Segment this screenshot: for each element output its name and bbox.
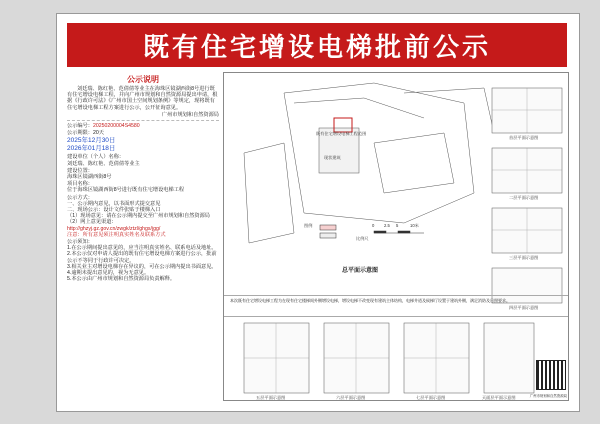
rule-item: 4.逾期未提出意见的，视为无意见。	[67, 270, 150, 277]
project-value: 位于海珠区镜湖西街8号进行既有住宅增设电梯工程	[67, 187, 185, 194]
notice-heading: 公示说明	[127, 75, 159, 84]
rules-heading: 公示须知：	[67, 239, 93, 246]
scale-tick: 10米	[410, 223, 419, 228]
scale-tick: 0	[372, 223, 375, 228]
method-item: （1）现场意见：请在公示期内提交至广州市规划和自然资源局	[67, 213, 210, 220]
applicant-row	[67, 154, 219, 166]
end-date: 2026年01月18日	[67, 145, 116, 153]
scale-tick: 5	[396, 223, 399, 228]
rule-item: 3.相关业主对增设电梯存在异议的，可在公示期内提出书面意见。	[67, 263, 217, 270]
notice-sheet	[56, 13, 580, 412]
method-row	[67, 195, 219, 238]
start-date: 2025年12月30日	[67, 137, 116, 145]
notice-issuer: 广州市规划和自然资源局	[161, 111, 219, 118]
divider	[67, 120, 219, 121]
floor-label: 六层平面示意图	[336, 395, 366, 400]
rule-item: 1.在公示期间提出意见的，应当注明真实姓名、联系电话及地址。	[67, 245, 217, 252]
project-label: 项目名称：	[67, 181, 93, 188]
floor-label: 三层平面示意图	[509, 255, 539, 260]
floor-label: 二层平面示意图	[509, 195, 539, 200]
floor-label: 七层平面示意图	[416, 395, 446, 400]
rule-item: 5.本公示由广州市规划和自然资源局负责解释。	[67, 276, 176, 283]
serial-label: 公示编号：	[67, 123, 93, 130]
site-plan-svg	[224, 73, 570, 412]
site-plan-title: 总平面示意图	[342, 268, 379, 274]
qr-code-icon[interactable]	[536, 360, 566, 390]
applicant-value: 刘廷瑞、陈红艳、范倩倩等业主	[67, 160, 140, 167]
floor-label: 四层平面示意图	[509, 305, 539, 310]
floor-label: 五层平面示意图	[256, 395, 286, 400]
site-plan-drawing	[223, 72, 569, 401]
applicant-label: 建设单位（个人）名称：	[67, 154, 125, 161]
scale-label: 比例尺	[356, 236, 369, 241]
location-row	[67, 168, 219, 180]
notice-body: 刘廷瑞、陈红艳、范倩倩等业主在海珠区镜湖西街8号进行既有住宅增设电梯工程，并向广州市规划和自然资源局提出申请，根据《行政许可法》《广州市国土空间规划条例》等规定，现将既有住宅增设电梯工程方案进行公示，公开征询意见。	[67, 86, 218, 111]
legend-label: 图例	[304, 223, 313, 228]
banner-title: 既有住宅增设电梯批前公示	[142, 32, 491, 63]
scale-tick: 2.5	[384, 223, 390, 228]
period-value: 20天	[92, 130, 104, 137]
notice-text-column	[67, 72, 219, 401]
rule-item: 2.本公示仅对申请人提出的既有住宅增设电梯方案进行公示，批前公示不等同于行政许可决定。	[67, 251, 217, 264]
method-item: 一、公示期内意见，以书面形式提交意见	[67, 200, 161, 207]
method-link[interactable]: http://ghzyj.gz.gov.cn/zwgk/ztzl/ghgs/jgg/	[67, 225, 161, 232]
notice-banner	[67, 23, 567, 67]
floor-label: 天面层平面示意图	[482, 395, 516, 400]
project-row	[67, 181, 219, 193]
floor-label: 首层平面示意图	[509, 135, 539, 140]
existing-label: 现状建筑	[324, 155, 341, 160]
serial-row	[67, 123, 219, 129]
period-label: 公示期限：	[67, 130, 93, 137]
location-label: 建设位置：	[67, 167, 93, 174]
method-label: 公示方式：	[67, 194, 93, 201]
serial-value: 20250200004S4580	[92, 123, 140, 130]
method-item: 二、现场公示：设计文件张贴于楼梯入口	[67, 207, 161, 214]
method-item: 注意：所有意见须注明真实姓名及联系方式	[67, 231, 166, 238]
location-value: 海珠区镜湖西街8号	[67, 174, 112, 181]
rules-block	[67, 239, 219, 282]
period-row	[67, 130, 219, 136]
site-note: 既有住宅增设电梯工程范围	[316, 131, 367, 136]
method-item: （2）网上意见渠道：	[67, 219, 117, 226]
drawing-note: 本次既有住宅增设电梯工程为在现有住宅楼梯间外侧增设电梯，增设电梯不改变现有建筑主体结构，电梯井道及候梯厅设置于建筑外侧，满足消防及日照要求。	[224, 295, 568, 317]
qr-caption: 广州市规划和自然资源局	[529, 394, 567, 398]
